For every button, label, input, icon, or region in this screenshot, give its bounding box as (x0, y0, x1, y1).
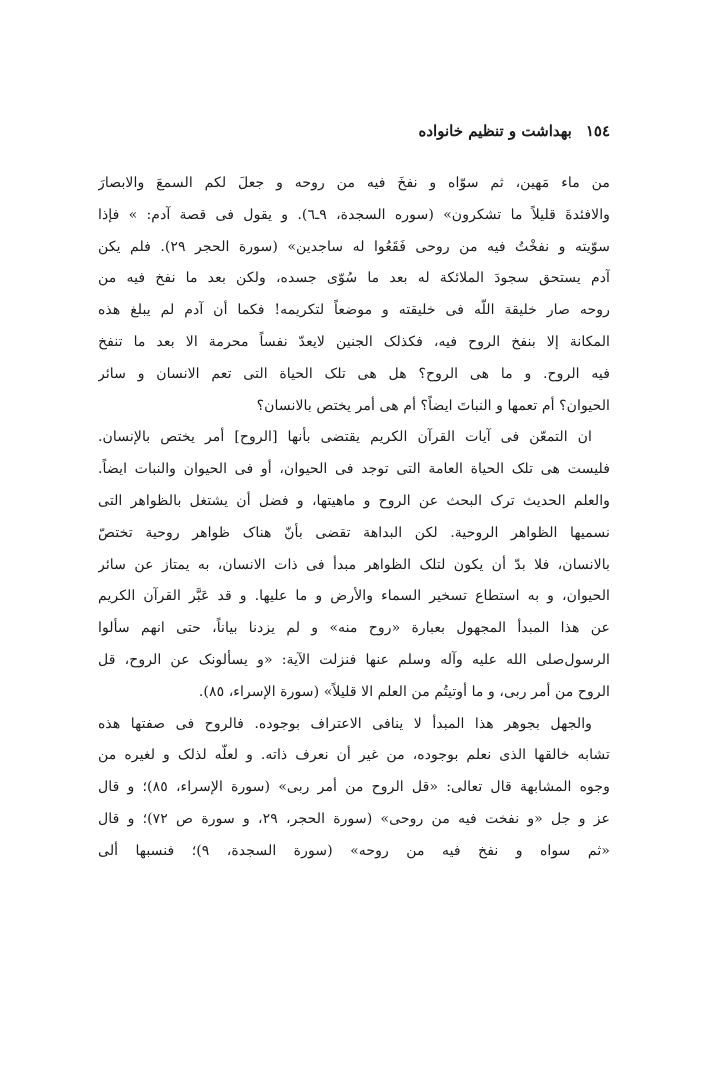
text-line: من ماء مَهین، ثم سوّاه و نفخَ فیه من روحه و جعلَ لکم السمعَ والابصارَ (98, 175, 610, 191)
text-line: وجوه المشابهة قال تعالی: «قل الروح من أمر ربی» (سورة الإسراء، ٨٥)؛ و قال (98, 779, 610, 796)
text-line: روحه صار خلیقة اللّه فی خلیقته و موضعاً لتکریمه! فکما أن آدم لم یبلغ هذه (98, 302, 610, 319)
body-text (98, 168, 610, 868)
text-line: فیه الروح. و ما هی الروح؟ هل هی تلک الحیاة التی تعم الانسان و سائر (98, 365, 610, 382)
text-line: الرسول‌صلی الله علیه وآله وسلم عنها فنزلت الآیة: «و یسألونک عن الروح، قل (98, 651, 610, 668)
text-line: بالانسان، فلا بدّ أن یکون لتلک الظواهر مبدأ فی ذات الانسان، به یمتاز عن سائر (98, 556, 610, 573)
text-line: «ثم سواه و نفخ فیه من روحه» (سورة السجدة، ٩)؛ فنسبها ألی (98, 842, 610, 859)
text-line: سوّیته و نفخْتُ فیه من روحی فَقَعُوا له ساجدین» (سورة الحجر ٢٩). فلم یکن (98, 238, 610, 255)
chapter-title: بهداشت و تنظیم خانواده (418, 122, 572, 140)
text-line: المکانة إلا بنفخ الروح فیه، فکذلک الجنین لایعدّ نفساً محرمة الا بعد ما تنفخ (98, 333, 610, 350)
text-line: فلیست هی تلک الحیاة العامة التی توجد فی الحیوان، أو فی الحیوان والنبات ایضاً. (98, 461, 610, 478)
running-header (98, 118, 610, 144)
paragraph-start-line: ان التمعّن فی آیات القرآن الکریم یقتضی بأنها [الروح] أمر یختص بالإنسان. (98, 429, 592, 446)
text-line: تشابه خالقها الذی نعلم بوجوده، من غیر أن نعرف ذاته. و لعلّه لذلک و لغیره من (98, 747, 610, 764)
text-line: عز و جل «و نفخت فیه من روحی» (سورة الحجر، ٢٩، و سورة ص ٧٢)؛ و قال (98, 810, 610, 827)
text-line: نسمیها الظواهر الروحیة. لکن البداهة تقضی بأنّ هناک ظواهر روحیة تختصّ (98, 524, 610, 541)
text-line: عن هذا المبدأ المجهول بعبارة «روح منه» و لم یزدنا بیاناً، حتی انهم سألوا (98, 620, 610, 637)
text-line: والافئدةَ قلیلاً ما تشکرون» (سوره السجدة، ٩ـ٦). و یقول فی قصة آدم: » فإذا (98, 206, 610, 223)
paragraph-end-line: الحیوان؟ أم تعمها و النباتَ ایضاً؟ أم هی أمر یختص بالانسان؟ (256, 397, 610, 414)
paragraph-start-line: والجهل بجوهر هذا المبدأ لا ینافی الاعتراف بوجوده. فالروح فی صفتها هذه (98, 715, 592, 732)
text-line: والعلم الحدیث ترک البحث عن الروح و ماهیتها، و فضل أن یشتغل بالظواهر التی (98, 492, 610, 509)
page-number: ١٥٤ (585, 122, 610, 140)
text-line: الحیوان، و به استطاع تسخیر السماء والأرض و ما علیها. و قد عَبَّر القرآن الکریم (98, 588, 610, 605)
text-line: آدم یستحق سجودَ الملائکة له بعد ما سُوّی جسده، ولکن بعد ما نفخ فیه من (98, 270, 610, 287)
paragraph-end-line: الروح من أمر ربی، و ما أوتیتُم من العلم الا قلیلاً» (سورة الإسراء، ٨٥). (198, 683, 610, 700)
